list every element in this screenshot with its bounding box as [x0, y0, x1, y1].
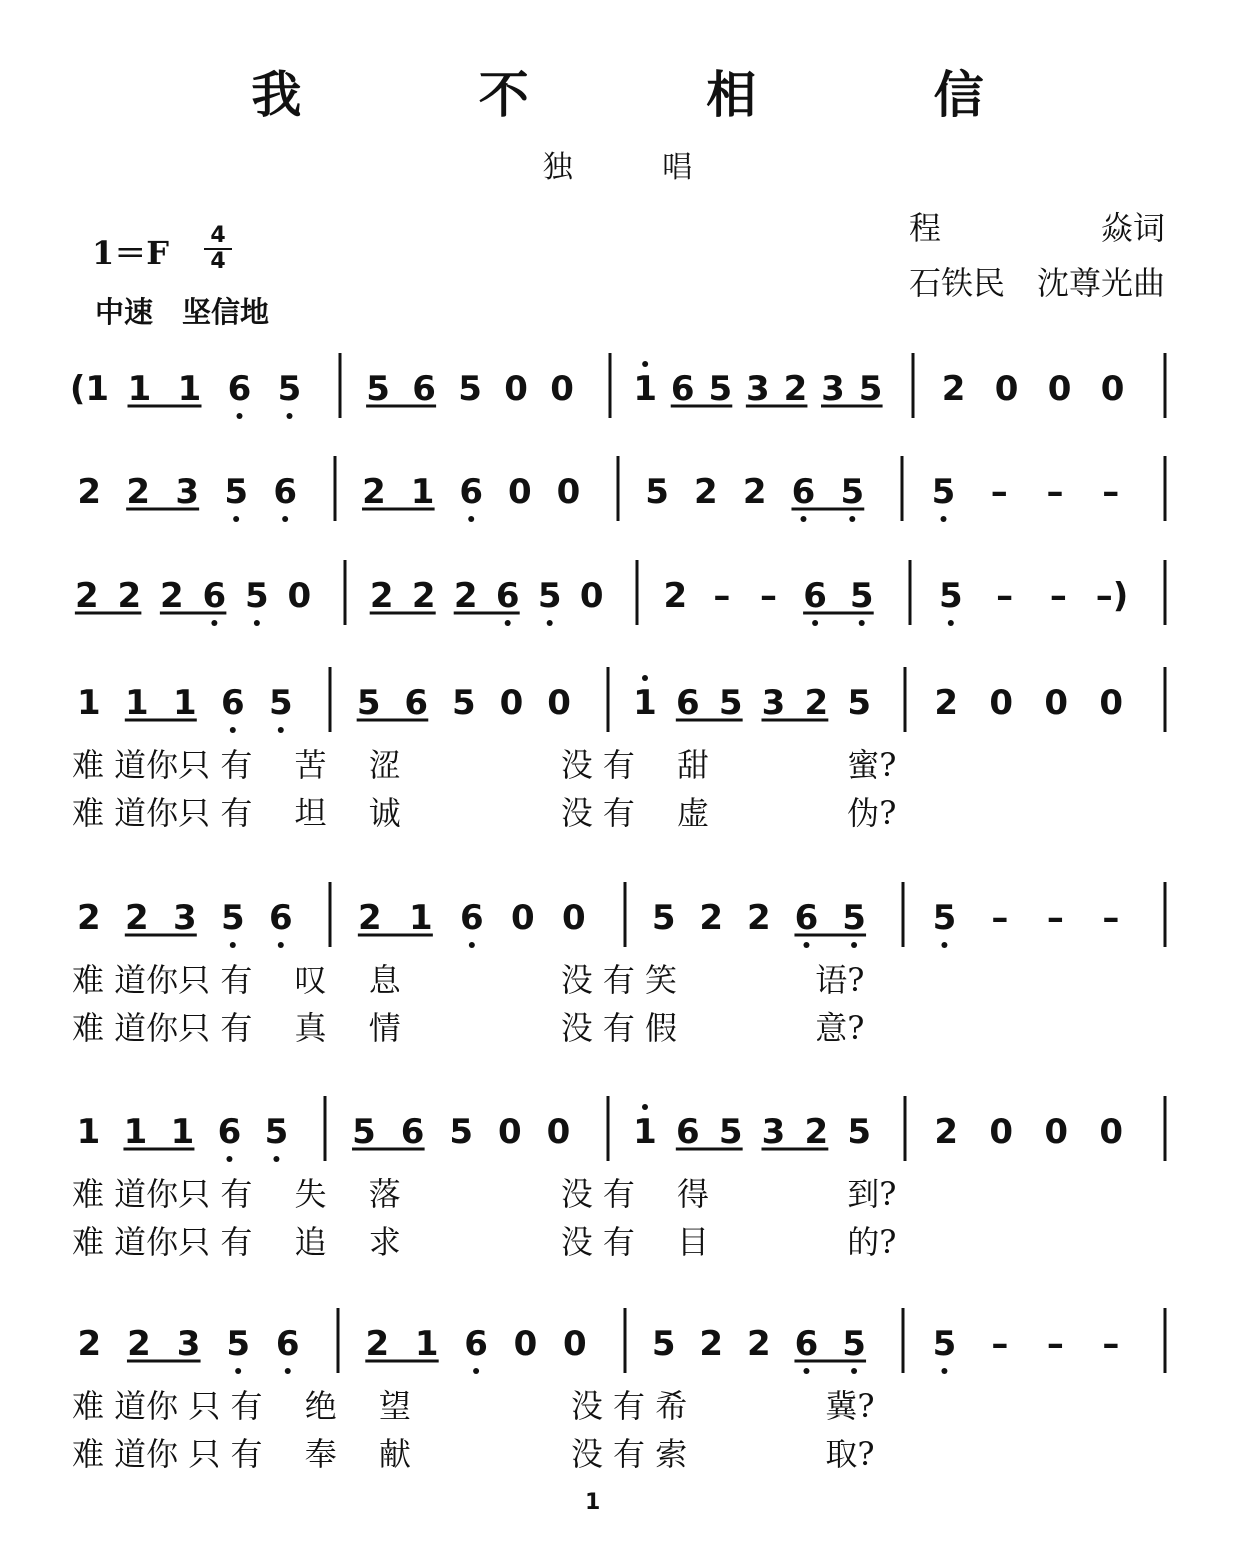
note: 6	[464, 1324, 488, 1364]
note: 3	[172, 898, 197, 938]
note: 5	[932, 1324, 957, 1364]
note: 2	[76, 898, 101, 938]
note: 0	[546, 1112, 571, 1152]
note: 2	[77, 1324, 102, 1364]
note: 2	[362, 472, 386, 512]
note: 6	[495, 576, 520, 616]
low-octave-dot	[941, 516, 947, 522]
note: 0	[507, 472, 532, 512]
page-number: 1	[585, 1490, 601, 1515]
note: 2	[663, 576, 688, 616]
note: 2	[804, 1112, 829, 1152]
note: 5	[842, 1324, 866, 1364]
low-octave-dot	[226, 1156, 232, 1162]
note: 1	[633, 1112, 657, 1152]
note: 0	[504, 369, 528, 409]
note: 6	[217, 1112, 242, 1152]
note: 5	[849, 576, 874, 616]
low-octave-dot	[851, 1368, 857, 1374]
note: –)	[1095, 576, 1129, 616]
note: 5	[220, 898, 245, 938]
note: 1	[76, 683, 101, 723]
low-octave-dot	[469, 942, 475, 948]
note: 5	[352, 1112, 376, 1152]
note: –	[1046, 472, 1064, 512]
song-title: 我 不 相 信	[251, 65, 1064, 124]
note: (1	[69, 369, 110, 409]
note: 2	[783, 369, 808, 409]
low-octave-dot	[505, 620, 511, 626]
note: 5	[277, 369, 302, 409]
note: 5	[858, 369, 883, 409]
note: –	[713, 576, 731, 616]
low-octave-dot	[287, 413, 293, 419]
note: 5	[645, 472, 669, 512]
note: 0	[1099, 683, 1124, 723]
note: 0	[547, 683, 571, 723]
low-octave-dot	[233, 516, 239, 522]
note: –	[996, 576, 1014, 616]
note: 3	[761, 1112, 786, 1152]
note: 2	[365, 1324, 390, 1364]
low-octave-dot	[859, 620, 865, 626]
low-octave-dot	[235, 1368, 241, 1374]
note: –	[991, 1324, 1009, 1364]
lyric-line: 难 道你只 有 苦 涩 没 有 甜 蜜?	[72, 746, 897, 784]
note: 6	[803, 576, 827, 616]
low-octave-dot	[230, 942, 236, 948]
note: 5	[537, 576, 562, 616]
note: –	[1046, 1324, 1064, 1364]
note: 1	[409, 898, 433, 938]
low-octave-dot	[211, 620, 217, 626]
note: 6	[404, 683, 429, 723]
note: 5	[932, 898, 957, 938]
note: 5	[840, 472, 865, 512]
note: 1	[177, 369, 202, 409]
note: 5	[718, 683, 743, 723]
note: 5	[356, 683, 381, 723]
lyric-line: 难 道你 只 有 绝 望 没 有 希 冀?	[72, 1387, 875, 1425]
note: 0	[994, 369, 1019, 409]
note: 2	[804, 683, 829, 723]
note: 6	[675, 683, 700, 723]
note: 0	[511, 898, 535, 938]
note: 2	[117, 576, 142, 616]
note: 2	[742, 472, 767, 512]
note: 0	[287, 576, 312, 616]
note: 6	[268, 898, 293, 938]
lyric-line: 难 道你只 有 坦 诚 没 有 虚 伪?	[72, 794, 897, 832]
note: 5	[245, 576, 269, 616]
note: 6	[275, 1324, 300, 1364]
low-octave-dot	[237, 413, 243, 419]
low-octave-dot	[812, 620, 818, 626]
lyric-line: 难 道你只 有 追 求 没 有 目 的?	[72, 1223, 897, 1261]
low-octave-dot	[230, 727, 236, 733]
low-octave-dot	[547, 620, 553, 626]
note: 0	[1044, 683, 1069, 723]
note: 5	[931, 472, 956, 512]
low-octave-dot	[278, 942, 284, 948]
performance-type: 独 唱	[542, 150, 733, 185]
low-octave-dot	[941, 942, 947, 948]
note: 2	[934, 1112, 959, 1152]
note: 2	[124, 898, 149, 938]
low-octave-dot	[803, 1368, 809, 1374]
note: 6	[670, 369, 695, 409]
note: 2	[694, 472, 718, 512]
note: 5	[452, 683, 476, 723]
note: 5	[366, 369, 390, 409]
high-octave-dot	[642, 361, 648, 367]
note: 1	[76, 1112, 101, 1152]
low-octave-dot	[468, 516, 474, 522]
note: –	[1046, 898, 1064, 938]
note: –	[1102, 1324, 1120, 1364]
note: –	[990, 472, 1008, 512]
note: 1	[633, 369, 657, 409]
note: 5	[651, 1324, 676, 1364]
lyric-line: 难 道你只 有 真 情 没 有 假 意?	[72, 1009, 865, 1047]
note: 5	[847, 683, 871, 723]
lyric-line: 难 道你 只 有 奉 献 没 有 索 取?	[72, 1435, 875, 1473]
note: 2	[941, 369, 966, 409]
note: 2	[126, 472, 150, 512]
note: 5	[938, 576, 963, 616]
note: 1	[410, 472, 435, 512]
key-signature: 1＝F	[92, 234, 169, 272]
note: 2	[747, 1324, 771, 1364]
note: 6	[794, 898, 819, 938]
low-octave-dot	[800, 516, 806, 522]
note: 2	[369, 576, 394, 616]
note: 2	[358, 898, 382, 938]
note: 1	[633, 683, 657, 723]
note: 3	[746, 369, 770, 409]
meter-top: 4	[210, 223, 226, 248]
note: –	[991, 898, 1009, 938]
note: 6	[675, 1112, 700, 1152]
note: 0	[562, 898, 586, 938]
note: 0	[989, 683, 1014, 723]
note: 0	[499, 683, 524, 723]
composer-credit: 石铁民 沈尊光曲	[908, 264, 1165, 302]
note: 6	[220, 683, 245, 723]
note: –	[760, 576, 778, 616]
note: 2	[160, 576, 184, 616]
note: 0	[1044, 1112, 1069, 1152]
note: –	[1049, 576, 1067, 616]
note: 2	[747, 898, 771, 938]
high-octave-dot	[642, 675, 648, 681]
low-octave-dot	[851, 942, 857, 948]
note: 5	[651, 898, 676, 938]
note: 5	[842, 898, 866, 938]
note: 5	[224, 472, 248, 512]
note: 0	[563, 1324, 587, 1364]
low-octave-dot	[278, 727, 284, 733]
note: 5	[458, 369, 482, 409]
note: 0	[550, 369, 574, 409]
note: 1	[172, 683, 197, 723]
lyric-line: 难 道你只 有 叹 息 没 有 笑 语?	[72, 961, 865, 999]
note: 6	[227, 369, 252, 409]
note: 5	[226, 1324, 250, 1364]
note: 1	[414, 1324, 439, 1364]
note: 2	[75, 576, 99, 616]
low-octave-dot	[473, 1368, 479, 1374]
note: 0	[513, 1324, 538, 1364]
note: 3	[176, 1324, 201, 1364]
note: 5	[708, 369, 733, 409]
lyricist-credit: 程 焱词	[908, 209, 1165, 247]
note: 2	[127, 1324, 151, 1364]
low-octave-dot	[849, 516, 855, 522]
note: 0	[556, 472, 581, 512]
low-octave-dot	[282, 516, 288, 522]
meter-bottom: 4	[210, 249, 226, 274]
note: 6	[791, 472, 816, 512]
low-octave-dot	[254, 620, 260, 626]
note: 3	[761, 683, 786, 723]
note: 6	[459, 472, 484, 512]
note: 3	[821, 369, 845, 409]
lyric-line: 难 道你只 有 失 落 没 有 得 到?	[72, 1175, 897, 1213]
low-octave-dot	[948, 620, 954, 626]
high-octave-dot	[642, 1104, 648, 1110]
note: 0	[1047, 369, 1072, 409]
note: –	[1102, 472, 1120, 512]
note: 6	[794, 1324, 819, 1364]
note: 0	[989, 1112, 1014, 1152]
note: 5	[268, 683, 293, 723]
note: 1	[127, 369, 152, 409]
note: 6	[202, 576, 227, 616]
note: 5	[847, 1112, 871, 1152]
note: 0	[1100, 369, 1125, 409]
note: 2	[934, 683, 959, 723]
note: 2	[411, 576, 436, 616]
note: 5	[718, 1112, 743, 1152]
note: 2	[699, 898, 724, 938]
note: 0	[1099, 1112, 1124, 1152]
note: 1	[123, 1112, 148, 1152]
tempo-marking: 中速 坚信地	[95, 295, 270, 329]
note: 6	[273, 472, 297, 512]
low-octave-dot	[273, 1156, 279, 1162]
note: 6	[400, 1112, 425, 1152]
low-octave-dot	[803, 942, 809, 948]
note: 3	[175, 472, 199, 512]
note: 2	[453, 576, 478, 616]
note: 5	[264, 1112, 289, 1152]
note: –	[1102, 898, 1120, 938]
note: 2	[77, 472, 101, 512]
note: 5	[449, 1112, 474, 1152]
low-octave-dot	[285, 1368, 291, 1374]
note: 0	[579, 576, 604, 616]
note: 6	[412, 369, 436, 409]
note: 1	[170, 1112, 195, 1152]
note: 2	[699, 1324, 724, 1364]
low-octave-dot	[941, 1368, 947, 1374]
note: 1	[124, 683, 149, 723]
note: 0	[497, 1112, 522, 1152]
note: 6	[460, 898, 484, 938]
